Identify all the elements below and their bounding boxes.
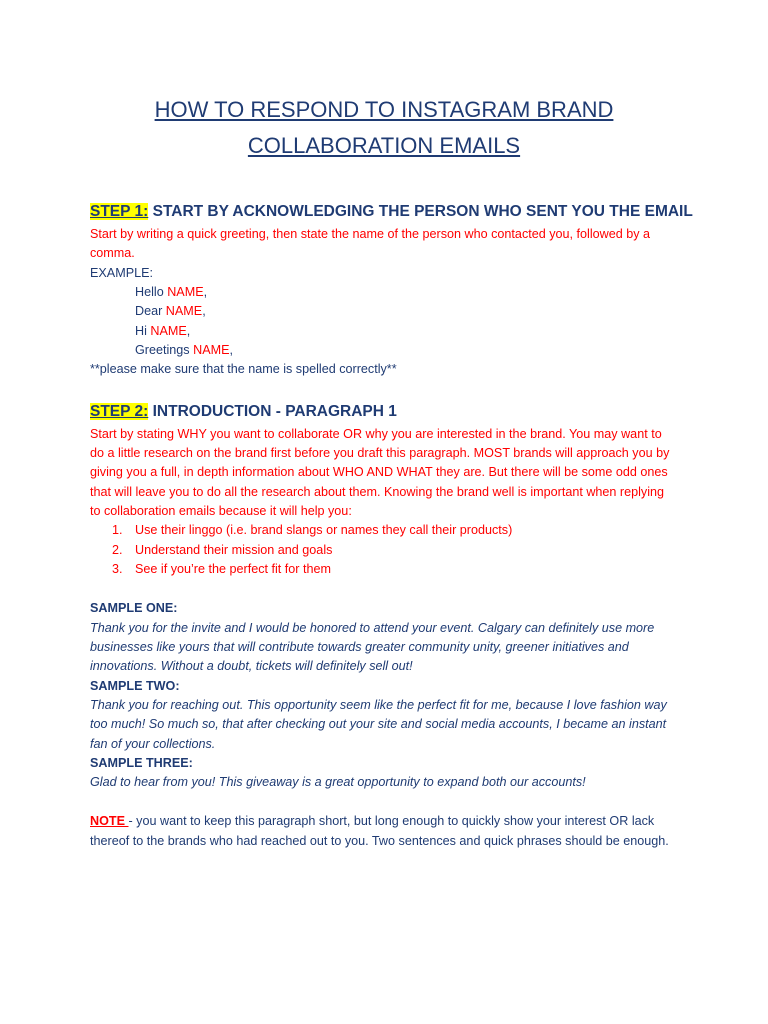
step-2-label: STEP 2: — [90, 403, 149, 420]
sample-two-line-3: fan of your collections. — [90, 737, 216, 751]
step-2-paragraph-line-2: do a little research on the brand first before you draft this paragraph. MOST brands will approach you by — [90, 446, 670, 460]
step-1-intro-line-2: comma. — [90, 246, 135, 260]
sample-two-label: SAMPLE TWO: — [90, 679, 180, 693]
greeting-hi: Hi NAME, — [135, 324, 191, 338]
step-2-paragraph-line-1: Start by stating WHY you want to collaborate OR why you are interested in the brand. You may want to — [90, 427, 662, 441]
step-2-paragraph-line-4: that will leave you to do all the research about them. Knowing the brand well is important when replying — [90, 485, 665, 499]
step-2-title: INTRODUCTION - PARAGRAPH 1 — [148, 403, 397, 420]
step-1-label: STEP 1: — [90, 203, 149, 220]
step-1-title: START BY ACKNOWLEDGING THE PERSON WHO SENT YOU THE EMAIL — [148, 203, 693, 220]
list-number-1: 1. — [112, 523, 123, 537]
note-line-2: thereof to the brands who had reached out to you. Two sentences and quick phrases should be enough. — [90, 834, 669, 848]
step-2-paragraph-line-5: to collaboration emails because it will help you: — [90, 504, 352, 518]
step-2-paragraph-line-3: giving you a full, in depth information about WHO AND WHAT they are. But there will be some odd ones — [90, 465, 668, 479]
list-item-3: See if you’re the perfect fit for them — [135, 562, 331, 576]
sample-three-line-1: Glad to hear from you! This giveaway is a great opportunity to expand both our accounts! — [90, 775, 586, 789]
sample-two-line-2: too much! So much so, that after checking out your site and social media accounts, I became an instant — [90, 717, 667, 731]
example-label: EXAMPLE: — [90, 266, 153, 280]
sample-three-label: SAMPLE THREE: — [90, 756, 193, 770]
list-item-2: Understand their mission and goals — [135, 543, 333, 557]
sample-one-line-2: businesses like yours that will contribute towards greater community unity, greener initiatives and — [90, 640, 629, 654]
sample-two-line-1: Thank you for reaching out. This opportunity seem like the perfect fit for me, because I love fashion way — [90, 698, 667, 712]
document-title-line-2: COLLABORATION EMAILS — [247, 133, 521, 158]
document-title-line-1: HOW TO RESPOND TO INSTAGRAM BRAND — [154, 97, 614, 122]
step-1-intro-line-1: Start by writing a quick greeting, then state the name of the person who contacted you, followed by a — [90, 227, 651, 241]
greeting-hello: Hello NAME, — [135, 285, 208, 299]
greeting-dear: Dear NAME, — [135, 304, 206, 318]
spelling-note: **please make sure that the name is spelled correctly** — [90, 362, 397, 376]
step-1-heading — [90, 202, 693, 222]
sample-one-label: SAMPLE ONE: — [90, 601, 178, 615]
sample-one-line-3: innovations. Without a doubt, tickets will definitely sell out! — [90, 659, 413, 673]
greeting-greetings: Greetings NAME, — [135, 343, 233, 357]
sample-one-line-1: Thank you for the invite and I would be honored to attend your event. Calgary can definitely use more — [90, 621, 655, 635]
list-number-2: 2. — [112, 543, 123, 557]
list-number-3: 3. — [112, 562, 123, 576]
note-label: NOTE — [90, 814, 129, 828]
step-2-heading — [90, 402, 397, 422]
list-item-1: Use their linggo (i.e. brand slangs or names they call their products) — [135, 523, 513, 537]
note-line-1: NOTE - you want to keep this paragraph short, but long enough to quickly show your interest OR lack — [90, 814, 655, 828]
